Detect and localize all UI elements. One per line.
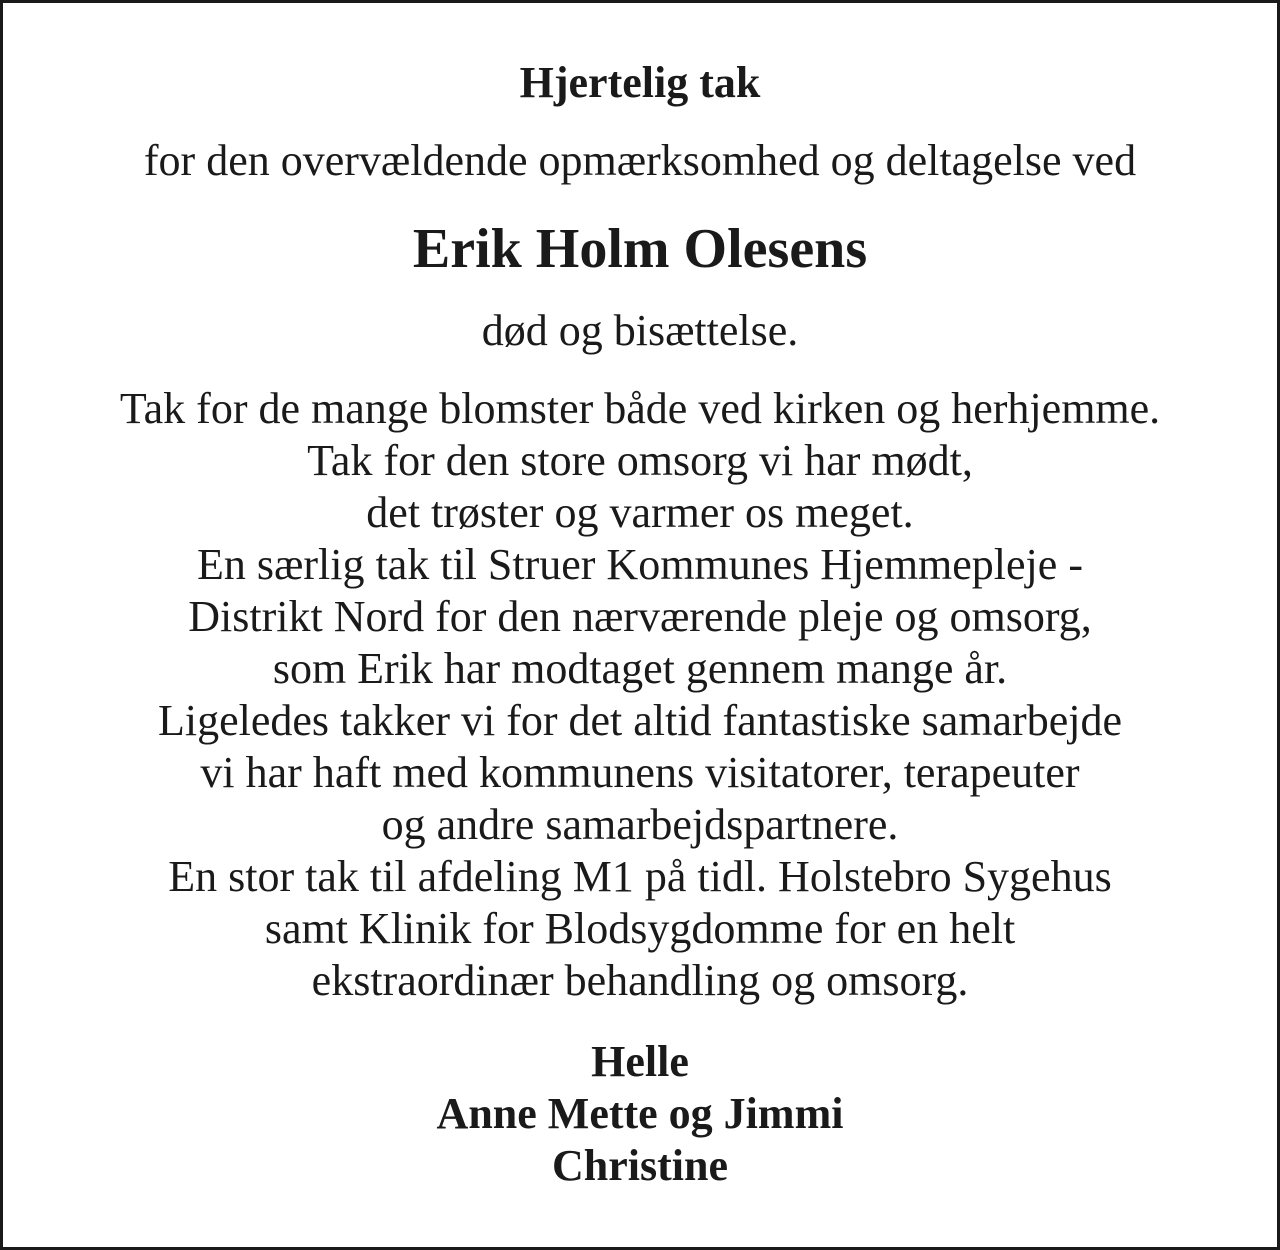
message-line: vi har haft med kommunens visitatorer, terapeuter bbox=[200, 748, 1080, 797]
message-line: som Erik har modtaget gennem mange år. bbox=[272, 644, 1008, 693]
signature-name: Helle bbox=[591, 1037, 689, 1086]
thank-you-message bbox=[3, 383, 1277, 1007]
message-line: ekstraordinær behandling og omsorg. bbox=[311, 956, 969, 1005]
message-line: Tak for de mange blomster både ved kirken og herhjemme. bbox=[119, 384, 1161, 433]
message-line: Distrikt Nord for den nærværende pleje og omsorg, bbox=[188, 592, 1092, 641]
message-line: og andre samarbejdspartnere. bbox=[381, 800, 899, 849]
message-line: En særlig tak til Struer Kommunes Hjemmepleje - bbox=[197, 540, 1083, 589]
notice-subline: død og bisættelse. bbox=[481, 306, 799, 355]
signature-name: Christine bbox=[552, 1141, 728, 1190]
message-line: samt Klinik for Blodsygdomme for en helt bbox=[264, 904, 1016, 953]
signatures bbox=[3, 1036, 1277, 1192]
message-line: Tak for den store omsorg vi har mødt, bbox=[307, 436, 973, 485]
notice-intro: for den overvældende opmærksomhed og deltagelse ved bbox=[143, 136, 1137, 185]
deceased-name: Erik Holm Olesens bbox=[412, 218, 868, 280]
message-line: det trøster og varmer os meget. bbox=[366, 488, 914, 537]
notice-heading: Hjertelig tak bbox=[519, 58, 761, 107]
message-line: En stor tak til afdeling M1 på tidl. Holstebro Sygehus bbox=[168, 852, 1112, 901]
signature-name: Anne Mette og Jimmi bbox=[436, 1089, 844, 1138]
message-line: Ligeledes takker vi for det altid fantastiske samarbejde bbox=[158, 696, 1122, 745]
